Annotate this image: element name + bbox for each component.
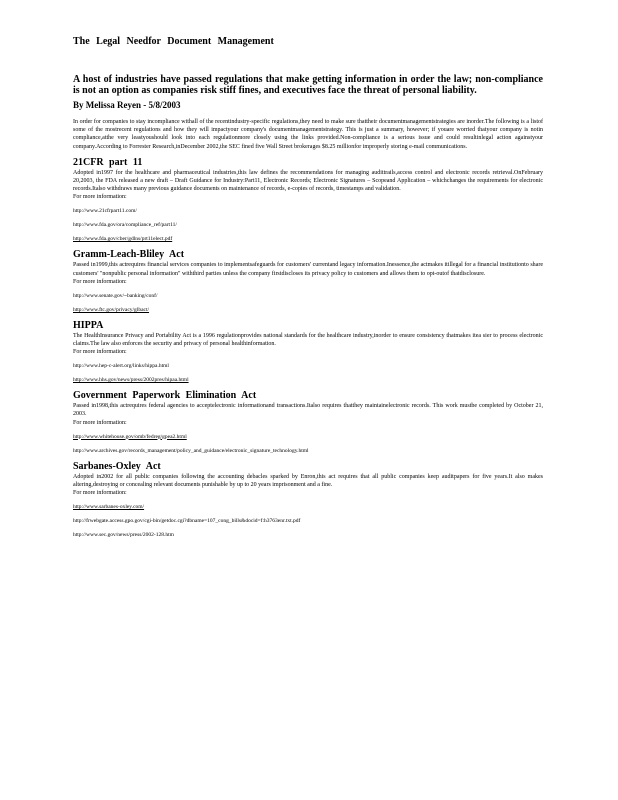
- more-info-label: For more information:: [73, 194, 127, 201]
- reference-link[interactable]: http://www.hep-c-alert.org/links/hippa.html: [73, 363, 169, 370]
- document-page: [73, 36, 543, 539]
- reference-link[interactable]: http://www.sec.gov/news/press/2002-128.htm: [73, 532, 174, 539]
- reference-link[interactable]: http://www.21cfrpart11.com/: [73, 208, 137, 215]
- more-info-label: For more information:: [73, 419, 127, 426]
- section-body: Adopted in2002 for all public companies following the accounting debacles sparked by Enron,this act requires that all public companies keep auditpapers for five years.It also makes altering,destroying or concealing relevant documents punishable by up to 20 years imprisonment and a fine.: [73, 473, 543, 488]
- section-heading: Government Paperwork Elimination Act: [73, 390, 257, 402]
- reference-link[interactable]: http://www.hhs.gov/news/press/2002pres/hipaa.html: [73, 377, 189, 384]
- section-body: Passed in1998,this actrequires federal agencies to acceptelectronic informationand transactions.Italso requires thatthey maintainelectronic records. This work mustbe completed by October 21, 2003.: [73, 403, 543, 418]
- section-heading: Gramm-Leach-Bliley Act: [73, 249, 185, 261]
- more-info-label: For more information:: [73, 349, 127, 356]
- section-gramm-leach-bliley: [73, 249, 543, 313]
- section-body: The HealthInsurance Privacy and Portability Act is a 1996 regulationprovides national standards for the healthcare industry,inorder to ensure consistency thatmakes itea sier to process electronic claims.The law also enforces the security and privacy of personal healthinformation.: [73, 332, 543, 348]
- section-hippa: [73, 320, 543, 384]
- section-sarbanes-oxley: [73, 461, 543, 539]
- reference-link[interactable]: http://www.ftc.gov/privacy/glbact/: [73, 306, 150, 313]
- section-body: Adopted in1997 for the healthcare and pharmaceutical industries,this law defines the recommendations for managing audittrails,access control and electronic records retrieval.OnFebruary 20,2003, the FDA released a new draft – Draft Guidance for Industry:Part11, Electronic Records; Electronic Signatures – Scopeand Application – whichchanges the requirements for electronic records.Italso withdraws many previous guidance documents on maintenance of records, e-copies of records, timestamps and validation.: [73, 169, 543, 193]
- reference-link[interactable]: http://www.senate.gov/~banking/conf/: [73, 292, 158, 299]
- byline: By Melissa Reyen - 5/8/2003: [73, 100, 181, 110]
- lead-paragraph: A host of industries have passed regulations that make getting information in order the law; non-compliance is not an option as companies risk stiff fines, and executives face the threat of personal liability.: [73, 74, 543, 96]
- more-info-label: For more information:: [73, 490, 127, 497]
- section-heading: 21CFR part 11: [73, 156, 143, 168]
- reference-link[interactable]: http://www.fda.gov/cber/gdlns/prt11elect.pdf: [73, 236, 173, 243]
- section-heading: Sarbanes-Oxley Act: [73, 460, 161, 472]
- more-info-label: For more information:: [73, 278, 127, 285]
- section-body: Passed in1999,this actrequires financial services companies to implementsafeguards for customers' currentand legacy information.Inessence,the actmakes itillegal for a financial institutionto share customers' "nonpublic personal information" withthird parties unless the company firstdiscloses its privacy policy to customers and allows them to opt-outof thatdisclosure.: [73, 262, 543, 277]
- reference-link[interactable]: http://www.sarbanes-oxley.com/: [73, 504, 145, 511]
- document-title: The Legal Needfor Document Management: [73, 36, 274, 47]
- reference-link[interactable]: http://www.whitehouse.gov/omb/fedreg/gpea2.html: [73, 433, 187, 440]
- reference-link[interactable]: http://www.fda.gov/ora/compliance_ref/part11/: [73, 222, 177, 229]
- reference-link[interactable]: http://frwebgate.access.gpo.gov/cgi-bin/getdoc.cgi?dbname=107_cong_bills&docid=f:h3763enr.txt.pdf: [73, 518, 301, 525]
- section-heading: HIPPA: [73, 319, 104, 331]
- section-21cfr: [73, 157, 543, 244]
- intro-paragraph: In order for companies to stay incompliance withall of the recentindustry-specific regulations,they need to make sure thattheir documentmanagementstrategies are inorder.The following is a listof some of the mostrecent regulations and how they will impactyour company's documentmanagementstrategy. This is just a summary, however; if youare worried thatyour company is notin compliance,atthe very leastyoushould look into each regulationmore closely using the links provided.Non-compliance is a serious issue and could resultinlegal action againstyour company.According to Forrester Research,inDecember 2002,the SEC fined five Wall Street brokerages $8.25 millionfor improperly storing e-mail communications.: [73, 119, 543, 150]
- section-gpea: [73, 390, 543, 454]
- reference-link[interactable]: http://www.archives.gov/records_management/policy_and_guidance/electronic_signature_technology.html: [73, 447, 309, 454]
